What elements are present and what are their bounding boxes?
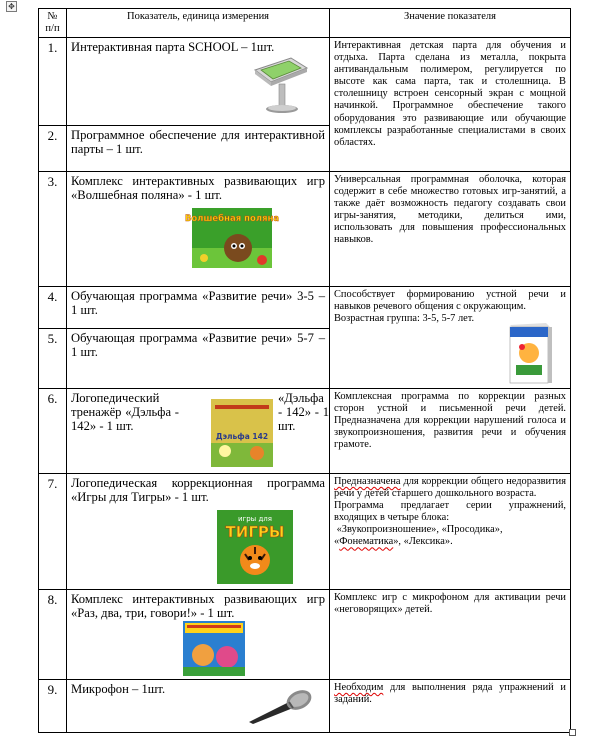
header-num: № п/п xyxy=(39,9,67,38)
row-number: 7. xyxy=(39,474,67,590)
item-name: Комплекс интерактивных развивающих игр «Волшебная поляна» - 1 шт. xyxy=(71,174,325,202)
table-row xyxy=(39,389,571,474)
row-number: 5. xyxy=(39,329,67,389)
microphone-image xyxy=(245,688,315,724)
row-number: 6. xyxy=(39,389,67,474)
wavy-underlined-word: Предназначена xyxy=(334,476,401,487)
table-row xyxy=(39,38,571,126)
delfa-142-cover-image xyxy=(211,399,273,467)
item-name: Обучающая программа «Развитие речи» 5-7 – 1 шт. xyxy=(67,329,330,389)
row-number: 4. xyxy=(39,287,67,329)
indicator-cell xyxy=(67,590,330,680)
table-row xyxy=(39,474,571,590)
table-row xyxy=(39,590,571,680)
item-name: Комплекс интерактивных развивающих игр «Раз, два, три, говори!» - 1 шт. xyxy=(71,592,325,620)
volshebnaya-polyana-cover-image xyxy=(184,208,280,268)
item-name: Обучающая программа «Развитие речи» 3-5 – 1 шт. xyxy=(67,287,330,329)
row-number: 8. xyxy=(39,590,67,680)
description-rech-line: Способствует формированию устной речи и навыков речевого общения с окружающим. xyxy=(334,289,566,313)
indicator-cell: Логопедический тренажёр «Дэльфа - 142» - 1 шт. «Дэльфа - 142» - 1 шт. Дэльфа 142 xyxy=(67,389,330,474)
description-delfa: Комплексная программа по коррекции разных сторон устной и письменной речи детей. Предназначена для коррекции нарушений голоса и звукопроизношения, развития речи и обучения грамоте. xyxy=(330,389,571,474)
indicator-cell xyxy=(67,38,330,126)
cover-title: Волшебная поляна xyxy=(184,214,280,224)
indicator-cell xyxy=(67,172,330,287)
wavy-underlined-word: Необходим xyxy=(334,682,384,693)
description-mic: Необходим для выполнения ряда упражнений и заданий. xyxy=(330,680,571,733)
header-indicator: Показатель, единица измерения xyxy=(67,9,330,38)
cover-title: ТИГРЫ xyxy=(225,523,285,541)
row-number: 3. xyxy=(39,172,67,287)
cover-subtitle: игры для xyxy=(238,515,272,523)
item-name: Программное обеспечение для интерактивной парты – 1 шт. xyxy=(67,126,330,172)
table-row xyxy=(39,287,571,329)
description-tigry-blocks: «Звукопроизношение», «Просодика», «Фонематика», «Лексика». xyxy=(334,524,503,548)
description-rech xyxy=(330,287,571,389)
item-name: Логопедическая коррекционная программа «Игры для Тигры» - 1 шт. xyxy=(71,476,325,504)
table-row xyxy=(39,680,571,733)
description-tigry-purpose: Предназначена для коррекции общего недоразвития речи у детей старшего дошкольного возраста. xyxy=(334,476,566,500)
row-number: 9. xyxy=(39,680,67,733)
item-name: Интерактивная парта SCHOOL – 1шт. xyxy=(71,40,275,54)
igry-dlya-tigry-cover-image xyxy=(217,510,293,584)
description-parta: Интерактивная детская парта для обучения и отдыха. Парта сделана из металла, покрыта антивандальным полимером, регулируется по высоте как сама парта, так и столешница. В столешницу встроен сенсорный экран с мощной начинкой. Программное обеспечение такого оборудования это развивающие или обучающие комплексы разработанные специалистами в своих областях. xyxy=(330,38,571,172)
interactive-desk-image xyxy=(249,52,311,116)
row-number: 1. xyxy=(39,38,67,126)
indicator-cell xyxy=(67,680,330,733)
description-govori: Комплекс игр с микрофоном для активации речи «неговорящих» детей. xyxy=(330,590,571,680)
description-tigry xyxy=(330,474,571,590)
table-resize-handle-icon[interactable] xyxy=(569,729,576,736)
indicator-cell xyxy=(67,474,330,590)
header-value: Значение показателя xyxy=(330,9,571,38)
table-header-row xyxy=(39,9,571,38)
cover-title: Дэльфа 142 xyxy=(215,432,269,441)
equipment-table xyxy=(38,8,571,733)
description-polyana: Универсальная программная оболочка, которая содержит в себе множество готовых игр-занятий, а также даёт возможность педагогу создавать свои игры-занятия, методики, делиться ими, использовать для повышения профессиональных навыков. xyxy=(330,172,571,287)
row-number: 2. xyxy=(39,126,67,172)
description-rech-age: Возрастная группа: 3-5, 5-7 лет. xyxy=(334,313,475,325)
table-move-handle-icon[interactable]: ✥ xyxy=(6,1,17,12)
table-row xyxy=(39,172,571,287)
razvitie-rechi-box-image xyxy=(506,321,554,385)
item-name: Микрофон – 1шт. xyxy=(71,682,166,696)
item-name: Логопедический тренажёр «Дэльфа - 142» - 1 шт. xyxy=(71,391,179,433)
raz-dva-tri-govori-cover-image xyxy=(183,621,245,676)
description-tigry-program: Программа предлагает серии упражнений, входящих в четыре блока: xyxy=(334,500,566,524)
